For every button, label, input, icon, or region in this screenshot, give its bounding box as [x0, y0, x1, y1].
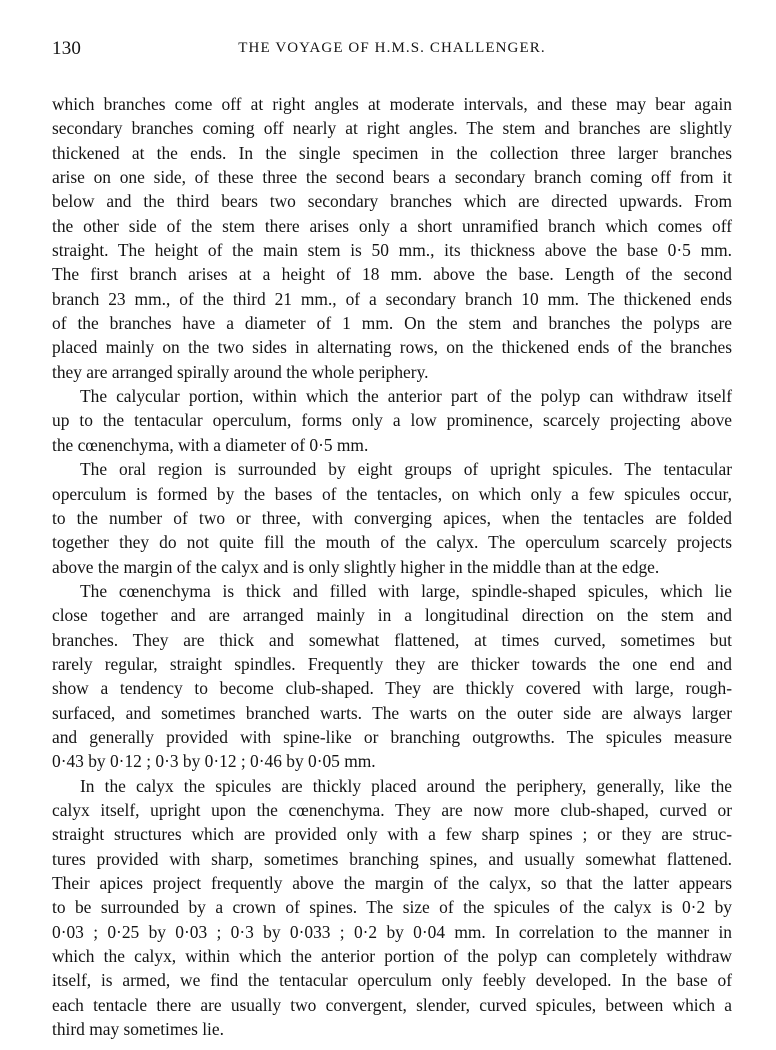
- text-line: The oral region is surrounded by eight groups of upright spicules. The tentacular: [80, 459, 732, 480]
- text-line: 0·03 ; 0·25 by 0·03 ; 0·3 by 0·033 ; 0·2 by 0·04 mm. In correlation to the manner in: [52, 921, 732, 942]
- text-line: straight. The height of the main stem is 50 mm., its thickness above the base 0·5 mm.: [52, 240, 732, 261]
- text-line: The first branch arises at a height of 18 mm. above the base. Length of the second: [52, 264, 732, 285]
- running-title: THE VOYAGE OF H.M.S. CHALLENGER.: [238, 40, 546, 56]
- text-line: and generally provided with spine-like or branching outgrowths. The spicules measure: [52, 726, 732, 747]
- text-line: rarely regular, straight spindles. Frequently they are thicker towards the one end and: [52, 653, 732, 674]
- text-line: placed mainly on the two sides in alternating rows, on the thickened ends of the branches: [52, 337, 732, 358]
- text-line: to the number of two or three, with converging apices, when the tentacles are folded: [52, 507, 732, 528]
- text-line: The cœnenchyma is thick and filled with large, spindle-shaped spicules, which lie: [80, 580, 732, 601]
- text-line: up to the tentacular operculum, forms only a low prominence, scarcely projecting above: [52, 410, 732, 431]
- text-line: below and the third bears two secondary branches which are directed upwards. From: [52, 191, 732, 212]
- text-line: tures provided with sharp, sometimes branching spines, and usually somewhat flattened.: [52, 848, 732, 869]
- text-line: branch 23 mm., of the third 21 mm., of a secondary branch 10 mm. The thickened ends: [52, 288, 732, 309]
- page-number: 130: [52, 38, 82, 59]
- text-line: arise on one side, of these three the second bears a secondary branch coming off from it: [52, 167, 732, 188]
- text-line: In the calyx the spicules are thickly placed around the periphery, generally, like the: [80, 775, 732, 796]
- text-line: which the calyx, within which the anterior portion of the polyp can completely withdraw: [52, 946, 732, 967]
- text-line: above the margin of the calyx and is only slightly higher in the middle than at the edge.: [52, 556, 660, 577]
- paragraph-5: [52, 774, 732, 1042]
- text-line: surfaced, and sometimes branched warts. The warts on the outer side are always larger: [52, 702, 732, 723]
- text-line: close together and are arranged mainly in a longitudinal direction on the stem and: [52, 605, 732, 626]
- paragraph-3: [52, 457, 732, 579]
- text-line: itself, is armed, we find the tentacular operculum only feebly developed. In the base of: [52, 970, 732, 991]
- text-line: calyx itself, upright upon the cœnenchyma. They are now more club-shaped, curved or: [52, 799, 732, 820]
- text-line: which branches come off at right angles at moderate intervals, and these may bear again: [52, 94, 732, 114]
- text-line: Their apices project frequently above the margin of the calyx, so that the latter appears: [52, 873, 732, 893]
- text-line: operculum is formed by the bases of the tentacles, on which only a few spicules occur,: [52, 483, 732, 504]
- paragraph-4: [52, 579, 732, 774]
- body-text: [52, 92, 732, 1041]
- text-line: The calycular portion, within which the anterior part of the polyp can withdraw itself: [80, 386, 732, 407]
- running-head: [52, 38, 732, 66]
- text-line: to be surrounded by a crown of spines. The size of the spicules of the calyx is 0·2 by: [52, 897, 732, 918]
- text-line: the other side of the stem there arises only a short unramified branch which comes off: [52, 215, 732, 236]
- text-line: show a tendency to become club-shaped. They are thickly covered with large, rough-: [52, 678, 732, 699]
- text-line: thickened at the ends. In the single specimen in the collection three larger branches: [52, 142, 732, 163]
- text-line: 0·43 by 0·12 ; 0·3 by 0·12 ; 0·46 by 0·05 mm.: [52, 751, 376, 772]
- text-line: third may sometimes lie.: [52, 1019, 224, 1040]
- paragraph-1: [52, 92, 732, 384]
- text-line: straight structures which are provided only with a few sharp spines ; or they are struc-: [52, 824, 732, 845]
- paragraph-2: [52, 384, 732, 457]
- text-line: secondary branches coming off nearly at right angles. The stem and branches are slightly: [52, 118, 732, 139]
- text-line: together they do not quite fill the mouth of the calyx. The operculum scarcely projects: [52, 532, 732, 553]
- text-line: branches. They are thick and somewhat flattened, at times curved, sometimes but: [52, 629, 732, 650]
- text-line: each tentacle there are usually two convergent, slender, curved spicules, between which a: [52, 994, 732, 1015]
- text-line: of the branches have a diameter of 1 mm. On the stem and branches the polyps are: [52, 313, 732, 334]
- text-line: the cœnenchyma, with a diameter of 0·5 mm.: [52, 434, 369, 455]
- text-line: they are arranged spirally around the whole periphery.: [52, 361, 429, 382]
